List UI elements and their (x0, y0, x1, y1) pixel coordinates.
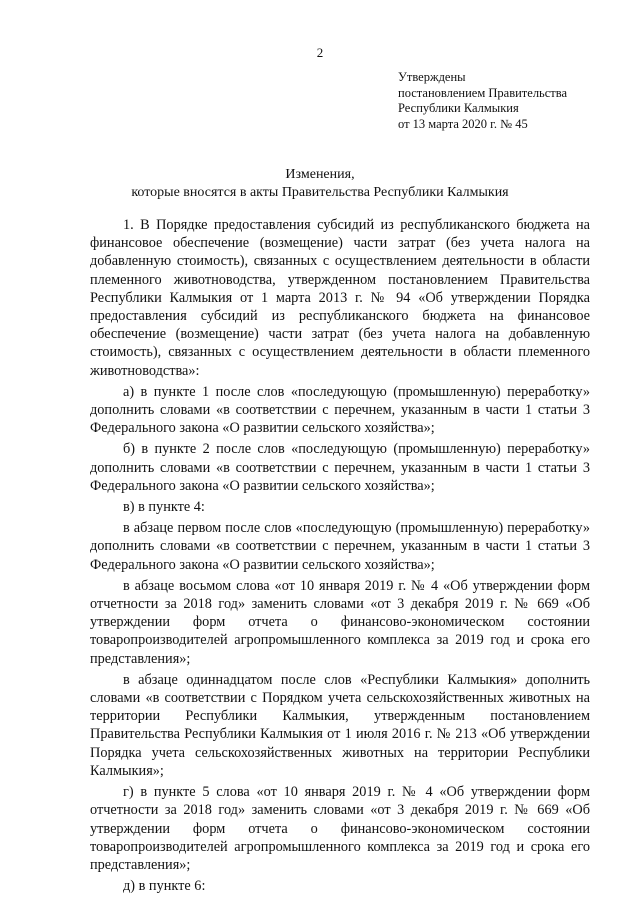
paragraph-item-d: д) в пункте 6: (123, 878, 206, 895)
title-line-2: которые вносятся в акты Правительства Республики Калмыкия (131, 185, 509, 200)
approval-block (398, 70, 567, 132)
title-line-1: Изменения, (285, 167, 355, 182)
paragraph-1: 1. В Порядке предоставления субсидий из республиканского бюджета на финансовое обеспечение (возмещение) части затрат (без учета налога на добавленную стоимость), связанных с осуществлением деятельности в области племенного животноводства, утвержденном постановлением Правительства Республики Калмыкия от 1 марта 2013 г. № 94 «Об утверждении Порядка предоставления субсидий из республиканского бюджета на финансовое обеспечение (возмещение) части затрат (без учета налога на добавленную стоимость), связанных с осуществлением деятельности в области племенного животноводства»: (90, 217, 590, 379)
paragraph-item-b: б) в пункте 2 после слов «последующую (промышленную) переработку» дополнить словами «в соответствии с перечнем, указанным в части 1 статьи 3 Федерального закона «О развитии сельского хозяйства»; (90, 441, 590, 494)
paragraph-item-v-11: в абзаце одиннадцатом после слов «Республики Калмыкия» дополнить словами «в соответствии с Порядком учета сельскохозяйственных животных на территории Республики Калмыкия, утвержденным постановлением Правительства Республики Калмыкия от 1 июля 2016 г. № 213 «Об утверждении Порядка учета сельскохозяйственных животных на территории Республики Калмыкия»; (90, 671, 590, 779)
approval-line: Утверждены (398, 70, 466, 84)
paragraph-item-a: а) в пункте 1 после слов «последующую (промышленную) переработку» дополнить словами «в соответствии с перечнем, указанным в части 1 статьи 3 Федерального закона «О развитии сельского хозяйства»; (90, 383, 590, 437)
approval-line: от 13 марта 2020 г. № 45 (398, 116, 528, 131)
paragraph-item-v-8: в абзаце восьмом слова «от 10 января 2019 г. № 4 «Об утверждении форм отчетности за 2018 год» заменить словами «от 3 декабря 2019 г. № 669 «Об утверждении форм отчета о финансово-экономическом состоянии товаропроизводителей агропромышленного комплекса за 2019 год и срока его представления»; (90, 577, 590, 667)
document-body (90, 216, 590, 898)
paragraph-item-g: г) в пункте 5 слова «от 10 января 2019 г. № 4 «Об утверждении форм отчетности за 2018 год» заменить словами «от 3 декабря 2019 г. № 669 «Об утверждении форм отчета о финансово-экономическом состоянии товаропроизводителей агропромышленного комплекса за 2019 год и срока его представления»; (90, 784, 590, 873)
paragraph-item-v-1: в абзаце первом после слов «последующую (промышленную) переработку» дополнить словами «в соответствии с перечнем, указанным в части 1 статьи 3 Федерального закона «О развитии сельского хозяйства»; (90, 520, 590, 573)
approval-line: постановлением Правительства (398, 85, 568, 100)
page-number: 2 (316, 45, 324, 60)
document-title (0, 166, 640, 202)
approval-line: Республики Калмыкия (398, 101, 519, 115)
paragraph-item-v: в) в пункте 4: (123, 499, 205, 516)
